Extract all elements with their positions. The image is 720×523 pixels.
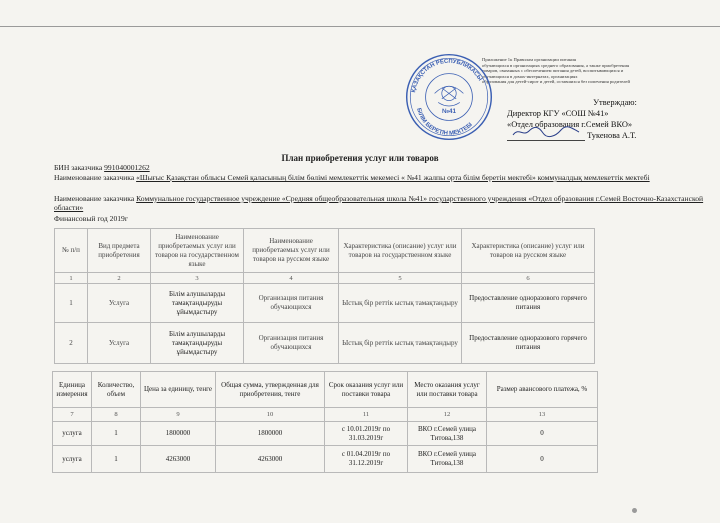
- approval-heading: Утверждаю:: [593, 98, 637, 107]
- column-header: Количество, объем: [92, 372, 141, 408]
- column-number: 6: [462, 273, 595, 284]
- table-cell: ВКО г.Семей улица Титова,138: [408, 422, 487, 446]
- table-cell: Ыстық бір реттік ыстық тамақтандыру: [339, 323, 462, 364]
- appendix-line: товаров, связанных с обеспечением питания детей, воспитывающихся и: [482, 68, 624, 74]
- table-cell: Услуга: [88, 284, 151, 323]
- approval-position: Директор КГУ «СОШ №41»: [507, 109, 609, 118]
- table-row: [53, 422, 598, 446]
- table-cell: 2: [55, 323, 88, 364]
- table-row: [55, 284, 595, 323]
- stamp-ring-bottom: БІЛІМ БЕРЕТІН МЕКТЕБІ: [415, 107, 474, 137]
- stamp-center-text: №41: [441, 108, 457, 116]
- column-header: Срок оказания услуг или поставки товара: [325, 372, 408, 408]
- table-cell: Организация питания обучающихся: [244, 284, 339, 323]
- appendix-line: образования для детей-сирот и детей, оставшихся без попечения родителей: [482, 79, 630, 85]
- customer-ru-value: Коммунальное государственное учреждение «Средняя общеобразовательная школа №41» государственного учреждения «Отдел образования г.Семей Восточно-Казахстанской области»: [54, 194, 704, 213]
- column-number-row: [55, 273, 595, 284]
- table-row: [53, 446, 598, 473]
- table-cell: с 01.04.2019г по 31.12.2019г: [325, 446, 408, 473]
- table-cell: ВКО г.Семей улица Титова,138: [408, 446, 487, 473]
- appendix-line: обучающихся в организациях среднего образования, а также приобретения: [482, 62, 630, 68]
- column-header: Характеристика (описание) услуг или товаров на государственном языке: [339, 229, 462, 273]
- column-number: 10: [216, 408, 325, 422]
- customer-kz-row: [54, 173, 704, 182]
- table-cell: Білім алушыларды тамақтандыруды ұйымдастыру: [151, 284, 244, 323]
- column-number: 12: [408, 408, 487, 422]
- column-header: Цена за единицу, тенге: [141, 372, 216, 408]
- table-cell: Ыстық бір реттік ыстық тамақтандыру: [339, 284, 462, 323]
- appendix-note: [482, 57, 718, 85]
- column-header: Общая сумма, утвержденная для приобретения, тенге: [216, 372, 325, 408]
- top-divider: [0, 26, 720, 27]
- scan-mark-icon: [632, 508, 637, 513]
- bin-row: [54, 163, 704, 172]
- appendix-line: Приложение 1к Правилам организации питания: [482, 57, 577, 62]
- table-cell: услуга: [53, 446, 92, 473]
- column-header: Размер авансового платежа, %: [487, 372, 598, 408]
- table-header-row: [53, 372, 598, 408]
- table-cell: 1: [55, 284, 88, 323]
- table-cell: Организация питания обучающихся: [244, 323, 339, 364]
- column-number: 4: [244, 273, 339, 284]
- table-cell: 0: [487, 422, 598, 446]
- column-header: № п/п: [55, 229, 88, 273]
- column-number: 7: [53, 408, 92, 422]
- appendix-line: обучающихся в домах-интернатах, организациях: [482, 73, 578, 79]
- table-row: [55, 323, 595, 364]
- customer-ru-label: Наименование заказчика: [54, 194, 135, 203]
- column-number: 13: [487, 408, 598, 422]
- column-header: Наименование приобретаемых услуг или товаров на русском языке: [244, 229, 339, 273]
- column-header: Вид предмета приобретения: [88, 229, 151, 273]
- bin-label: БИН заказчика: [54, 163, 103, 172]
- customer-kz-label: Наименование заказчика: [54, 173, 135, 182]
- table-cell: 1: [92, 422, 141, 446]
- items-table: [54, 228, 595, 364]
- page-title: План приобретения услуг или товаров: [281, 153, 439, 163]
- fiscal-year: Финансовый год 2019г: [54, 214, 128, 223]
- signature-icon: [511, 125, 581, 139]
- column-number: 11: [325, 408, 408, 422]
- column-header: Место оказания услуг или поставки товара: [408, 372, 487, 408]
- column-number: 1: [55, 273, 88, 284]
- column-header: Наименование приобретаемых услуг или товаров на государственном языке: [151, 229, 244, 273]
- emblem-icon: [435, 86, 464, 106]
- table-cell: с 10.01.2019г по 31.03.2019г: [325, 422, 408, 446]
- column-header: Характеристика (описание) услуг или товаров на русском языке: [462, 229, 595, 273]
- table-cell: Предоставление одноразового горячего питания: [462, 284, 595, 323]
- column-number: 8: [92, 408, 141, 422]
- bin-value: 991040001262: [104, 163, 150, 172]
- approval-signature-row: [495, 130, 715, 141]
- customer-kz-value: «Шығыс Қазақстан облысы Семей қаласының білім бөлімі мемлекеттік мекемесі « №41 жалпы орта білім беретін мектебі» коммуналдық мемлекеттік мектебі: [136, 173, 650, 182]
- table-cell: 1: [92, 446, 141, 473]
- table-cell: услуга: [53, 422, 92, 446]
- stamp-ring-top: ҚАЗАҚСТАН РЕСПУБЛИКАСЫ: [411, 58, 483, 94]
- table-cell: 4263000: [216, 446, 325, 473]
- table-header-row: [55, 229, 595, 273]
- table-cell: 1800000: [216, 422, 325, 446]
- table-cell: Предоставление одноразового горячего питания: [462, 323, 595, 364]
- approval-signer: Тукенова А.Т.: [587, 131, 637, 140]
- table-cell: Білім алушыларды тамақтандыруды ұйымдастыру: [151, 323, 244, 364]
- column-number-row: [53, 408, 598, 422]
- official-stamp: [404, 52, 494, 142]
- table-cell: 4263000: [141, 446, 216, 473]
- table-cell: 0: [487, 446, 598, 473]
- approval-block: [495, 97, 715, 141]
- column-number: 2: [88, 273, 151, 284]
- column-number: 9: [141, 408, 216, 422]
- pricing-table: [52, 371, 598, 473]
- column-number: 5: [339, 273, 462, 284]
- column-number: 3: [151, 273, 244, 284]
- table-cell: 1800000: [141, 422, 216, 446]
- customer-ru-row: [54, 194, 704, 213]
- table-cell: Услуга: [88, 323, 151, 364]
- column-header: Единица измерения: [53, 372, 92, 408]
- signature-line: [507, 132, 585, 141]
- approval-organization: «Отдел образования г.Семей ВКО»: [507, 120, 633, 129]
